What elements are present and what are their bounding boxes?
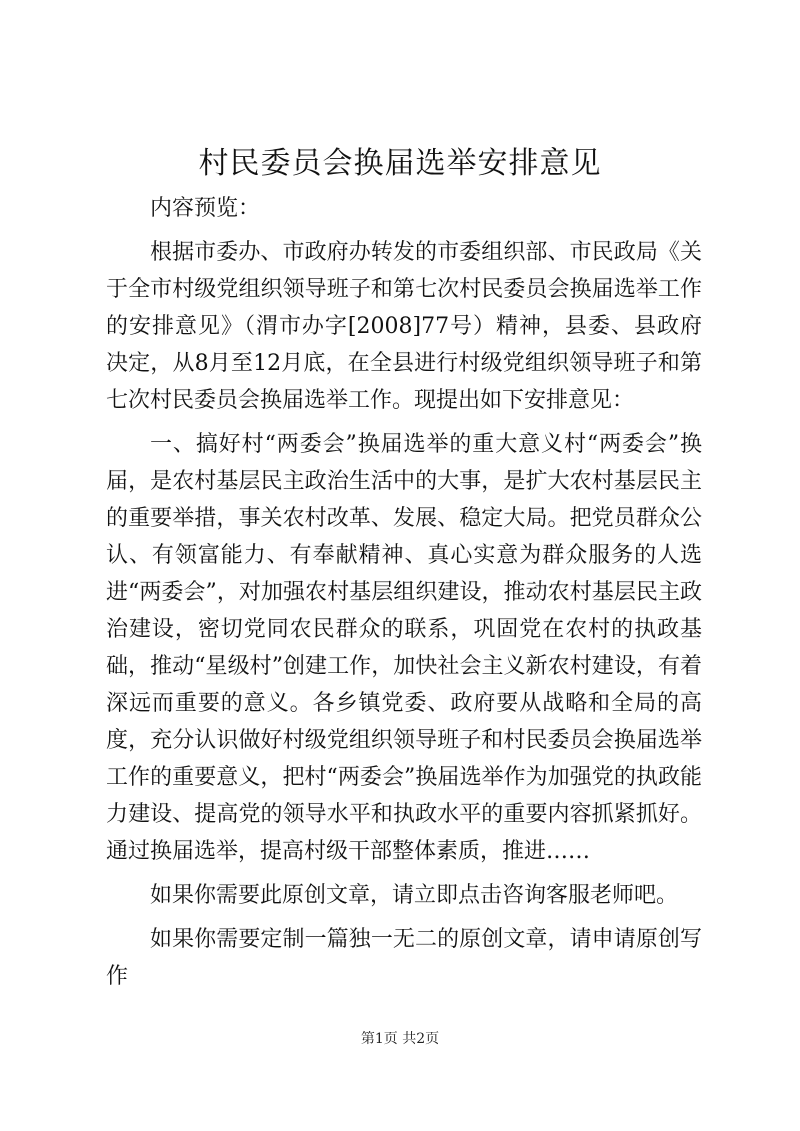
paragraph-contact-note: 如果你需要此原创文章，请立即点击咨询客服老师吧。 [150, 883, 679, 908]
paragraph-custom-note: 如果你需要定制一篇独一无二的原创文章，请申请原创写作 [106, 927, 702, 989]
paragraph-intro: 根据市委办、市政府办转发的市委组织部、市民政局《关于全市村级党组织领导班子和第七次村民委员会换届选举工作的安排意见》（渭市办字[2008]77号）精神，县委、县政府决定，从8月至12月底，在全县进行村级党组织领导班子和第七次村民委员会换届选举工作。现提出如下安排意见： [106, 240, 702, 413]
document-title: 村民委员会换届选举安排意见 [198, 146, 602, 181]
page-footer: 第1页 共2页 [360, 1031, 440, 1047]
preview-label: 内容预览： [150, 196, 261, 221]
paragraph-section-1: 一、搞好村“两委会”换届选举的重大意义村“两委会”换届，是农村基层民主政治生活中的大事，是扩大农村基层民主的重要举措，事关农村改革、发展、稳定大局。把党员群众公认、有领富能力、有奉献精神、真心实意为群众服务的人选进“两委会”，对加强农村基层组织建设，推动农村基层民主政治建设，密切党同农民群众的联系，巩固党在农村的执政基础，推动“星级村”创建工作，加快社会主义新农村建设，有着深远而重要的意义。各乡镇党委、政府要从战略和全局的高度，充分认识做好村级党组织领导班子和村民委员会换届选举工作的重要意义，把村“两委会”换届选举作为加强党的执政能力建设、提高党的领导水平和执政水平的重要内容抓紧抓好。通过换届选举，提高村级干部整体素质，推进…… [106, 432, 702, 864]
document-body [106, 190, 702, 995]
